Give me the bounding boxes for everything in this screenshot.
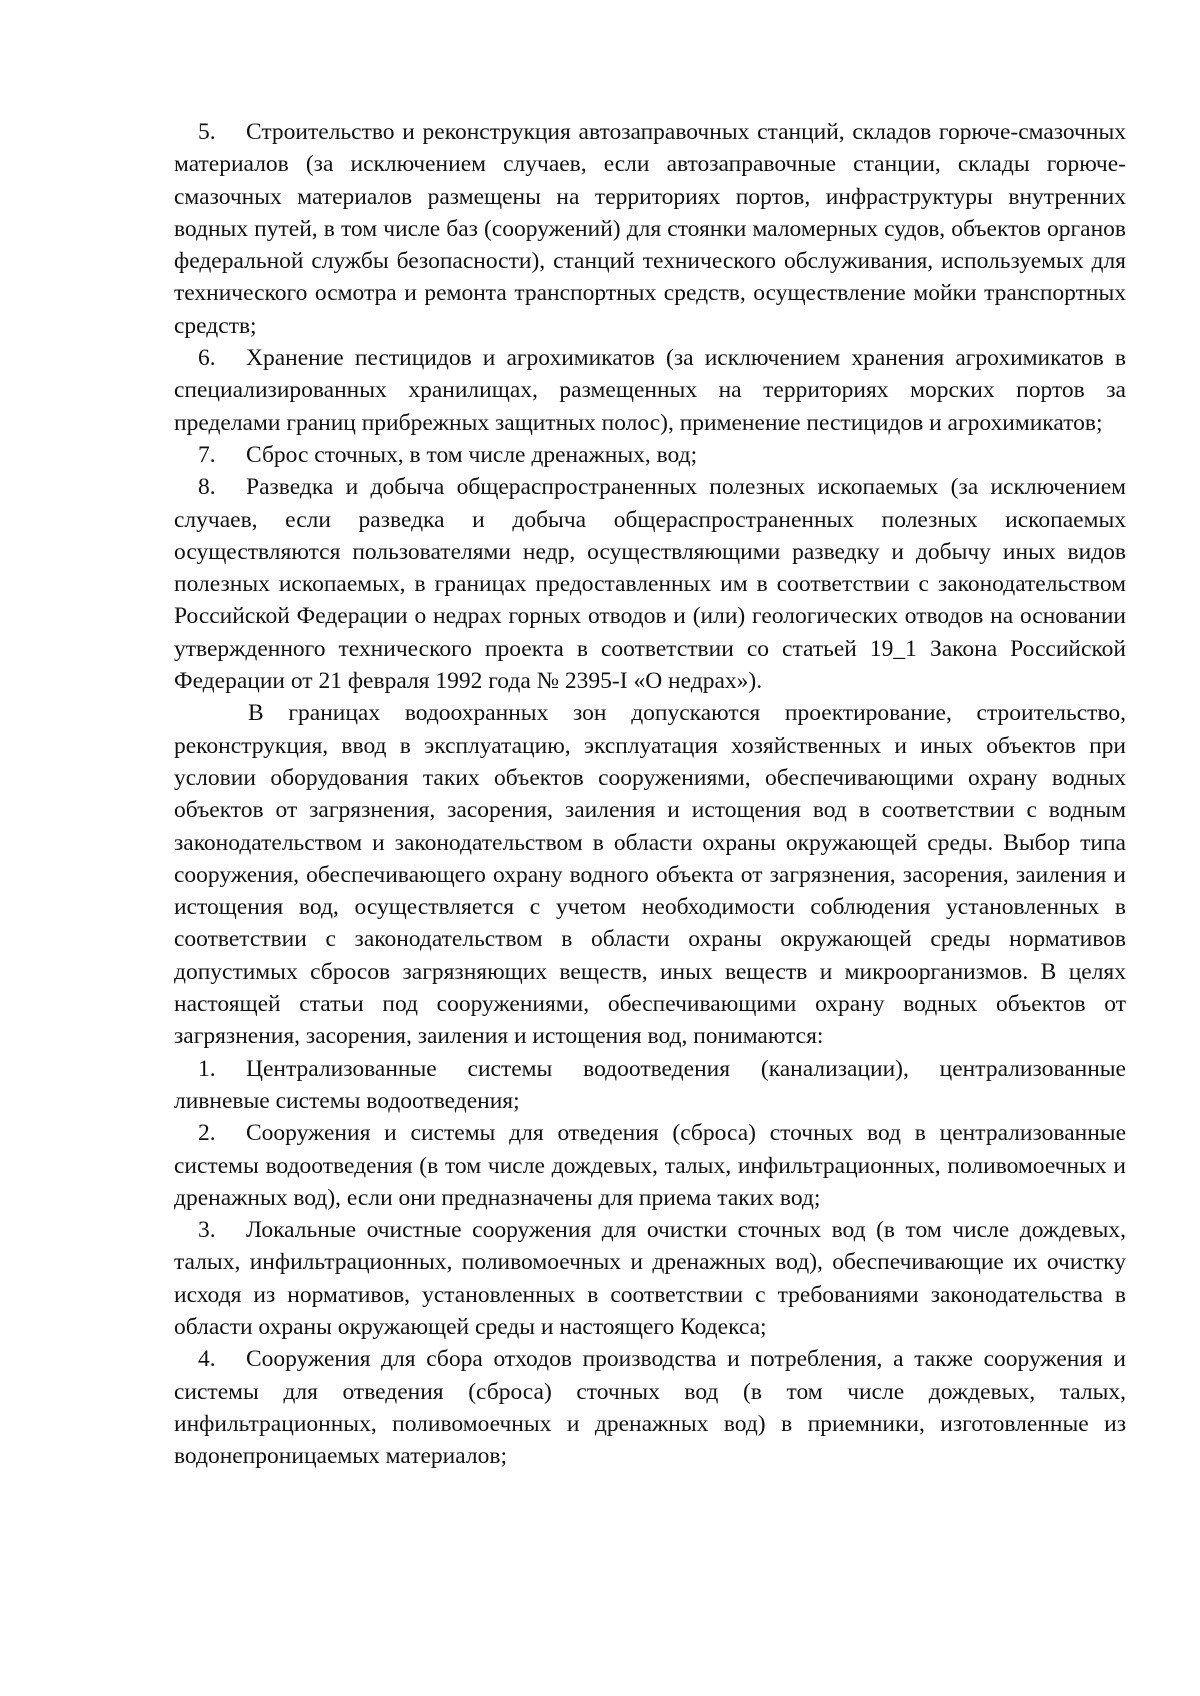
list-item-text: Централизованные системы водоотведения (канализации), централизованные ливневые системы водоотведения;: [174, 1055, 1126, 1114]
list-item-number: 2.: [198, 1120, 216, 1147]
list-item-text: Разведка и добыча общераспространенных полезных ископаемых (за исключением случаев, если разведка и добыча общераспространенных полезных ископаемых осуществляются пользователями недр, осуществляющими разведку и добычу иных видов полезных ископаемых, в границах предоставленных им в соответствии с законодательством Российской Федерации о недрах горных отводов и (или) геологических отводов на основании утвержденного технического проекта в соответствии со статьей 19_1 Закона Российской Федерации от 21 февраля 1992 года № 2395-I «О недрах»).: [174, 474, 1126, 695]
list-item: [174, 1214, 1126, 1343]
body-paragraph: В границах водоохранных зон допускаются проектирование, строительство, реконструкция, ввод в эксплуатацию, эксплуатация хозяйственных и иных объектов при условии оборудования таких объектов сооружениями, обеспечивающими охрану водных объектов от загрязнения, засорения, заиления и истощения вод в соответствии с водным законодательством и законодательством в области охраны окружающей среды. Выбор типа сооружения, обеспечивающего охрану водного объекта от загрязнения, засорения, заиления и истощения вод, осуществляется с учетом необходимости соблюдения установленных в соответствии с законодательством в области охраны окружающей среды нормативов допустимых сбросов загрязняющих веществ, иных веществ и микроорганизмов. В целях настоящей статьи под сооружениями, обеспечивающими охрану водных объектов от загрязнения, засорения, заиления и истощения вод, понимаются:: [174, 700, 1126, 1050]
list-item-number: 4.: [198, 1346, 216, 1373]
list-item-text: Строительство и реконструкция автозаправочных станций, складов горюче-смазочных материалов (за исключением случаев, если автозаправочные станции, склады горюче-смазочных материалов размещены на территориях портов, инфраструктуры внутренних водных путей, в том числе баз (сооружений) для стоянки маломерных судов, объектов органов федеральной службы безопасности), станций технического обслуживания, используемых для технического осмотра и ремонта транспортных средств, осуществление мойки транспортных средств;: [174, 119, 1126, 339]
list-item-text: Сооружения для сбора отходов производства и потребления, а также сооружения и системы для отведения (сброса) сточных вод (в том числе дождевых, талых, инфильтрационных, поливомоечных и дренажных вод) в приемники, изготовленные из водонепроницаемых материалов;: [174, 1346, 1126, 1470]
list-item: [174, 116, 1126, 342]
list-item: [174, 439, 1126, 471]
list-item-number: 8.: [198, 474, 216, 501]
document-page: [174, 116, 1126, 1472]
list-item-number: 7.: [198, 441, 216, 468]
list-item: [174, 1343, 1126, 1472]
list-item-text: Локальные очистные сооружения для очистки сточных вод (в том числе дождевых, талых, инфильтрационных, поливомоечных и дренажных вод), обеспечивающие их очистку исходя из нормативов, установленных в соответствии с требованиями законодательства в области охраны окружающей среды и настоящего Кодекса;: [174, 1217, 1126, 1340]
list-item-number: 3.: [198, 1217, 216, 1244]
list-item-number: 6.: [198, 345, 216, 372]
list-item: [174, 1053, 1126, 1118]
list-item: [174, 342, 1126, 439]
list-item-text: Хранение пестицидов и агрохимикатов (за исключением хранения агрохимикатов в специализированных хранилищах, размещенных на территориях морских портов за пределами границ прибрежных защитных полос), применение пестицидов и агрохимикатов;: [174, 345, 1126, 436]
list-item-number: 5.: [198, 119, 216, 145]
list-item: [174, 471, 1126, 697]
list-item-text: Сброс сточных, в том числе дренажных, вод;: [246, 441, 698, 468]
list-item-text: Сооружения и системы для отведения (сброса) сточных вод в централизованные системы водоотведения (в том числе дождевых, талых, инфильтрационных, поливомоечных и дренажных вод), если они предназначены для приема таких вод;: [174, 1120, 1126, 1211]
list-item-number: 1.: [198, 1055, 216, 1082]
list-item: [174, 1117, 1126, 1214]
